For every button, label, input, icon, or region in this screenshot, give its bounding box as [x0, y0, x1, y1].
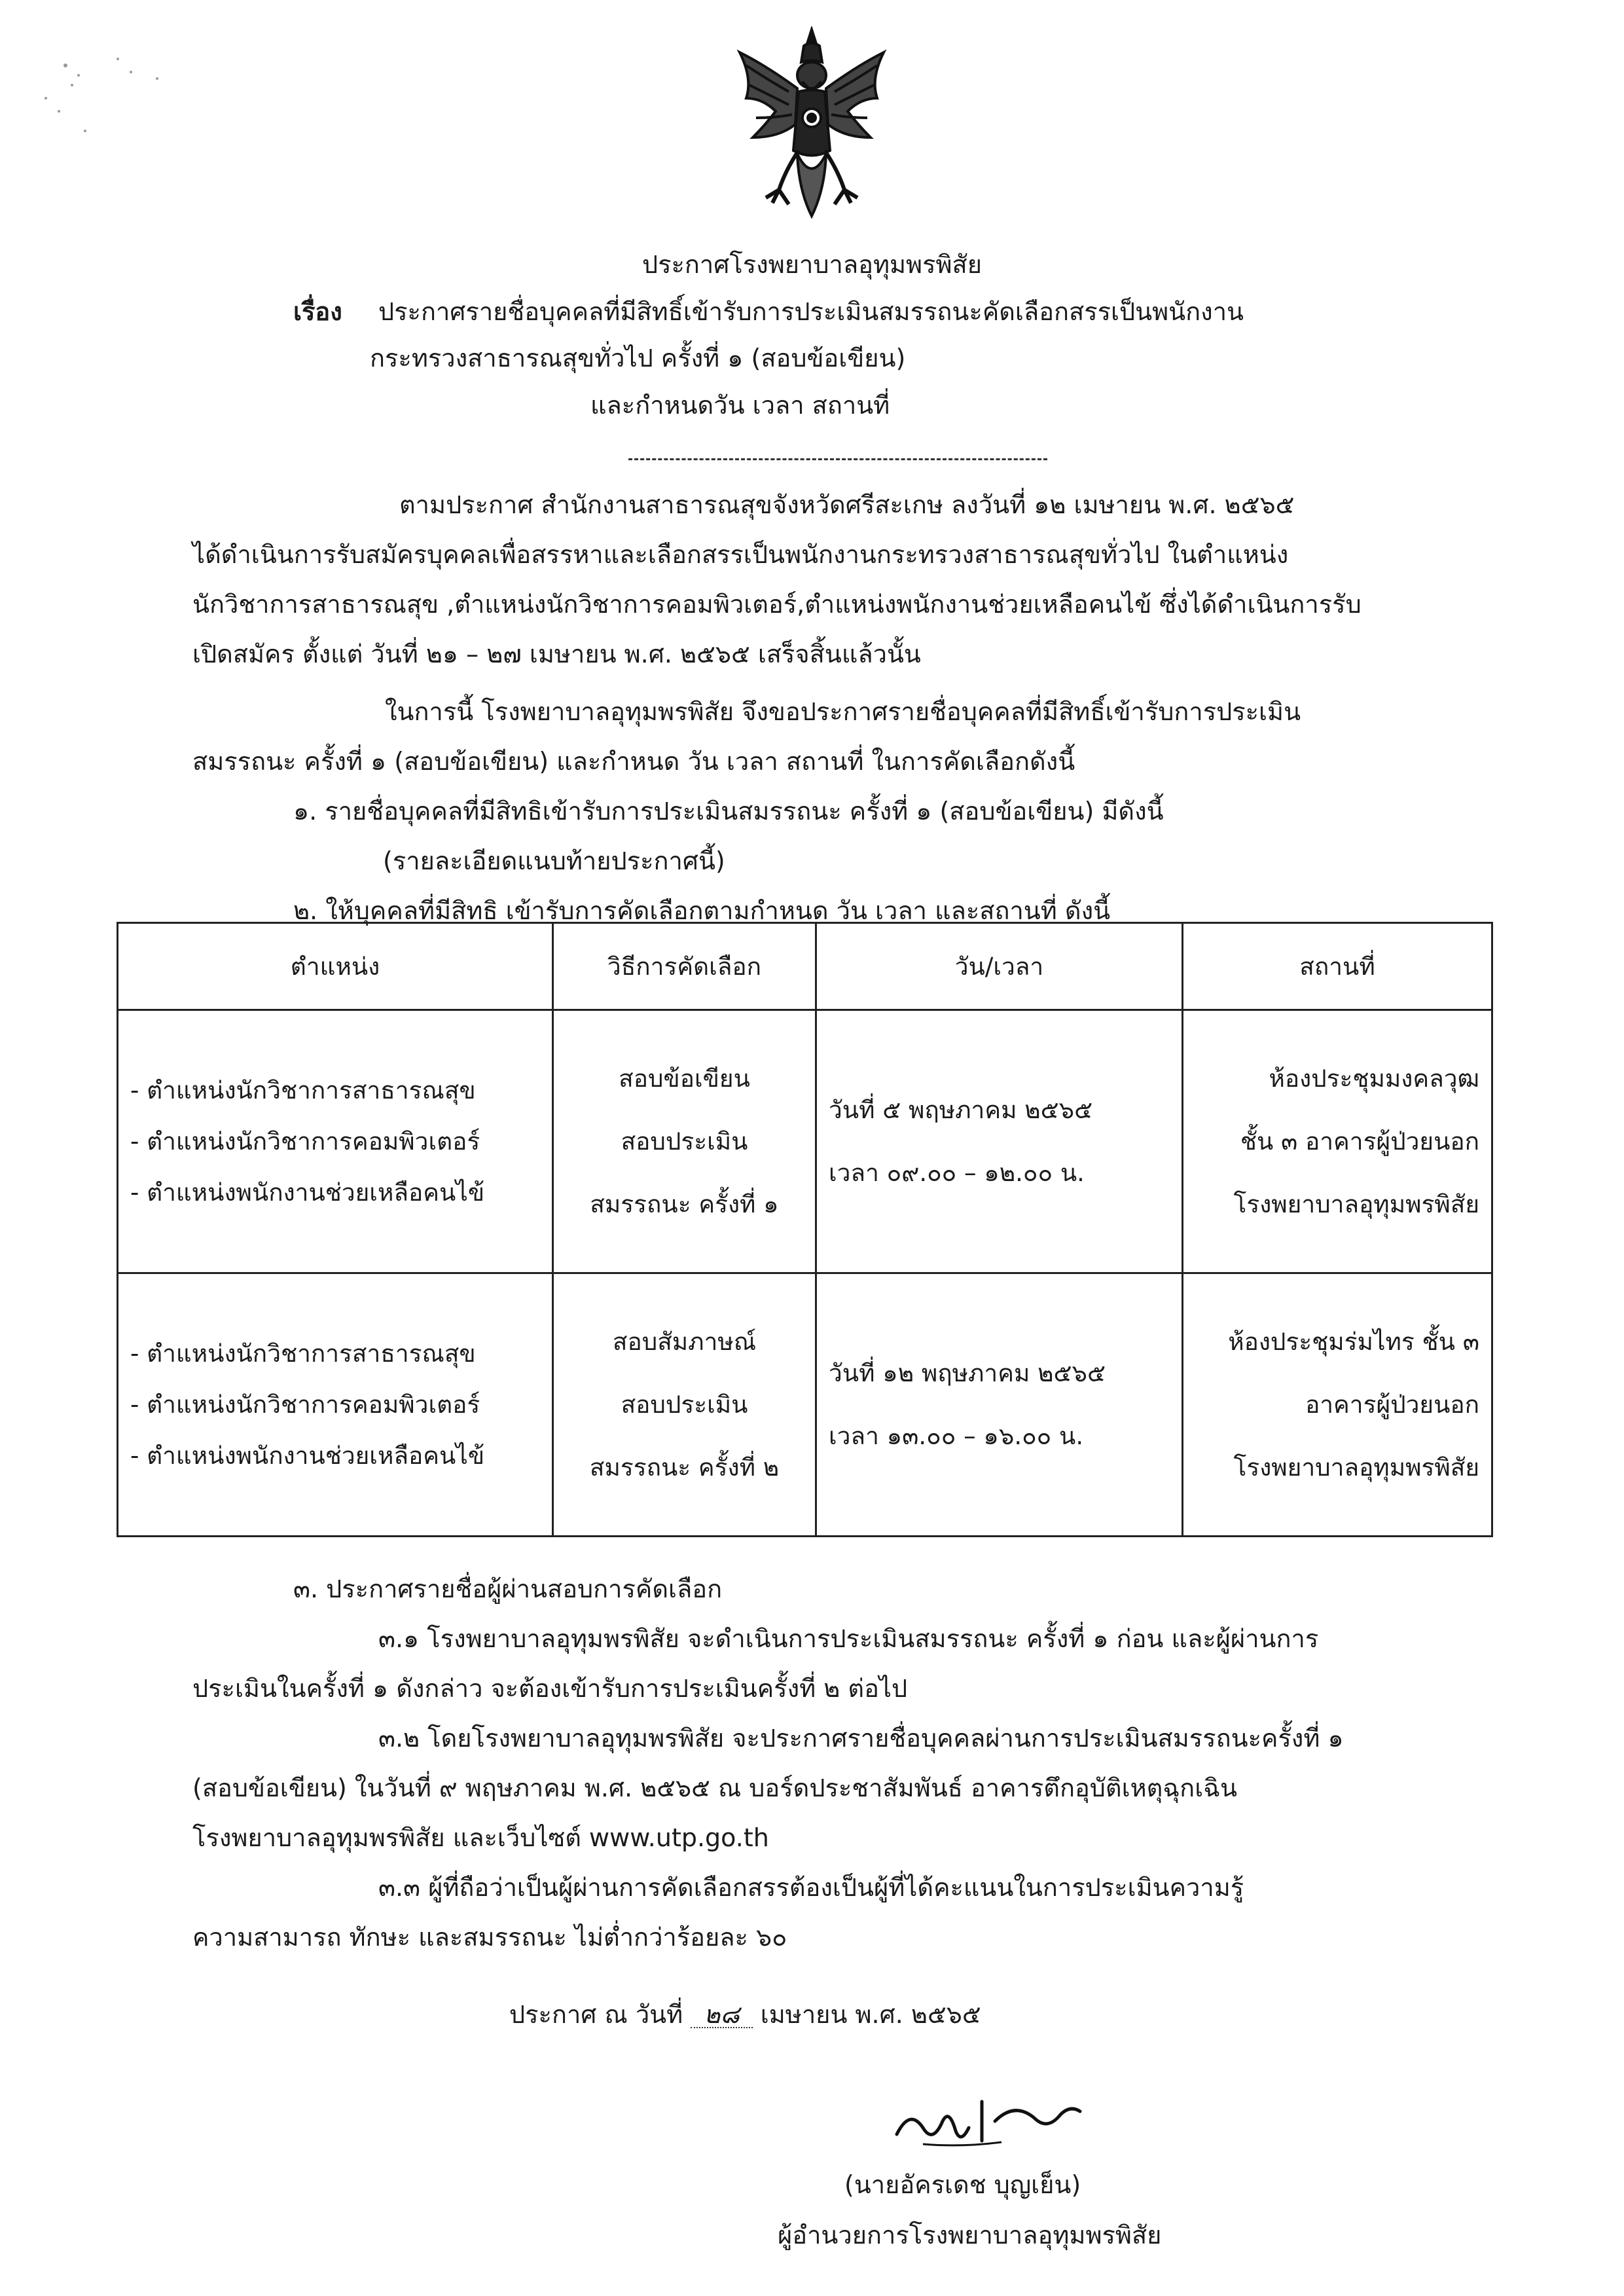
announce-suffix: เมษายน พ.ศ. ๒๕๖๕ — [760, 2000, 981, 2029]
scan-specks — [20, 39, 183, 170]
place-line: โรงพยาบาลอุทุมพรพิสัย — [1233, 1453, 1479, 1482]
org-title: ประกาศโรงพยาบาลอุทุมพรพิสัย — [641, 250, 983, 279]
signer-name: (นายอัครเดช บุญเย็น) — [844, 2170, 1081, 2199]
method-line: สอบสัมภาษณ์ — [612, 1327, 757, 1356]
s31-line-2: ประเมินในครั้งที่ ๑ ดังกล่าว จะต้องเข้ารับการประเมินครั้งที่ ๒ ต่อไป — [192, 1674, 908, 1703]
method-line: สอบประเมิน — [621, 1390, 748, 1419]
p1-line-3: นักวิชาการสาธารณสุข ,ตำแหน่งนักวิชาการคอมพิวเตอร์,ตำแหน่งพนักงานช่วยเหลือคนไข้ ซึ่งได้ดำเนินการรับ — [192, 590, 1362, 619]
section-3-title: ๓. ประกาศรายชื่อผู้ผ่านสอบการคัดเลือก — [293, 1575, 723, 1603]
p1-line-1: ตามประกาศ สำนักงานสาธารณสุขจังหวัดศรีสะเกษ ลงวันที่ ๑๒ เมษายน พ.ศ. ๒๕๖๕ — [399, 490, 1295, 519]
row-2-place — [1183, 1273, 1492, 1537]
s33-line-1: ๓.๓ ผู้ที่ถือว่าเป็นผู้ผ่านการคัดเลือกสรรต้องเป็นผู้ที่ได้คะแนนในการประเมินความรู้ — [378, 1873, 1244, 1902]
garuda-emblem-icon — [727, 26, 897, 223]
subject-line-1: ประกาศรายชื่อบุคคลที่มีสิทธิ์เข้ารับการประเมินสมรรถนะคัดเลือกสรรเป็นพนักงาน — [378, 297, 1244, 326]
method-line: สอบประเมิน — [621, 1127, 748, 1156]
position-item: - ตำแหน่งพนักงานช่วยเหลือคนไข้ — [130, 1178, 485, 1207]
announce-prefix: ประกาศ ณ วันที่ — [509, 2000, 683, 2029]
method-line: สมรรถนะ ครั้งที่ ๑ — [590, 1190, 779, 1218]
header-separator — [628, 458, 1047, 460]
subject-line-2: กระทรวงสาธารณสุขทั่วไป ครั้งที่ ๑ (สอบข้อเขียน) — [370, 344, 906, 373]
s32-line-3: โรงพยาบาลอุทุมพรพิสัย และเว็บไซต์ www.utp.go.th — [192, 1823, 769, 1852]
place-line: อาคารผู้ป่วยนอก — [1305, 1390, 1479, 1419]
date-line: วันที่ ๕ พฤษภาคม ๒๕๖๕ — [829, 1095, 1093, 1124]
row-1-method — [553, 1010, 816, 1273]
header-method: วิธีการคัดเลือก — [553, 923, 816, 1010]
subject-label-text: เรื่อง — [293, 297, 342, 326]
p1-line-4: เปิดสมัคร ตั้งแต่ วันที่ ๒๑ – ๒๗ เมษายน พ.ศ. ๒๕๖๕ เสร็จสิ้นแล้วนั้น — [192, 640, 921, 668]
position-item: - ตำแหน่งนักวิชาการคอมพิวเตอร์ — [130, 1390, 480, 1419]
table-row — [118, 1010, 1492, 1273]
subject-line-3: และกำหนดวัน เวลา สถานที่ — [590, 391, 890, 420]
position-item: - ตำแหน่งนักวิชาการสาธารณสุข — [130, 1076, 476, 1104]
signature-icon — [884, 2082, 1093, 2160]
position-item: - ตำแหน่งนักวิชาการคอมพิวเตอร์ — [130, 1127, 480, 1156]
s32-line-2: (สอบข้อเขียน) ในวันที่ ๙ พฤษภาคม พ.ศ. ๒๕๖๕ ณ บอร์ดประชาสัมพันธ์ อาคารตึกอุบัติเหตุฉุกเฉิน — [192, 1774, 1238, 1802]
s31-line-1: ๓.๑ โรงพยาบาลอุทุมพรพิสัย จะดำเนินการประเมินสมรรถนะ ครั้งที่ ๑ ก่อน และผู้ผ่านการ — [378, 1624, 1319, 1653]
p2-line-1: ในการนี้ โรงพยาบาลอุทุมพรพิสัย จึงขอประกาศรายชื่อบุคคลที่มีสิทธิ์เข้ารับการประเมิน — [385, 697, 1301, 726]
time-line: เวลา ๐๙.๐๐ – ๑๒.๐๐ น. — [829, 1158, 1085, 1187]
schedule-table — [117, 922, 1493, 1537]
announce-day: ๒๘ — [691, 2002, 752, 2028]
header-position: ตำแหน่ง — [118, 923, 553, 1010]
s32-line-1: ๓.๒ โดยโรงพยาบาลอุทุมพรพิสัย จะประกาศรายชื่อบุคคลผ่านการประเมินสมรรถนะครั้งที่ ๑ — [378, 1724, 1344, 1753]
row-2-datetime — [816, 1273, 1183, 1537]
p2-line-2: สมรรถนะ ครั้งที่ ๑ (สอบข้อเขียน) และกำหนด วัน เวลา สถานที่ ในการคัดเลือกดังนี้ — [192, 747, 1075, 776]
s33-line-2: ความสามารถ ทักษะ และสมรรถนะ ไม่ต่ำกว่าร้อยละ ๖๐ — [192, 1923, 787, 1952]
place-line: ห้องประชุมมงคลวุฒ — [1269, 1064, 1479, 1093]
table-header-row — [118, 923, 1492, 1010]
signer-title: ผู้อำนวยการโรงพยาบาลอุทุมพรพิสัย — [778, 2221, 1162, 2250]
row-1-datetime — [816, 1010, 1183, 1273]
position-item: - ตำแหน่งพนักงานช่วยเหลือคนไข้ — [130, 1441, 485, 1470]
place-line: ชั้น ๓ อาคารผู้ป่วยนอก — [1240, 1127, 1479, 1156]
subject-label — [293, 299, 342, 324]
header-place: สถานที่ — [1183, 923, 1492, 1010]
place-line: โรงพยาบาลอุทุมพรพิสัย — [1233, 1190, 1479, 1218]
row-1-place — [1183, 1010, 1492, 1273]
announce-date — [509, 2002, 981, 2028]
time-line: เวลา ๑๓.๐๐ – ๑๖.๐๐ น. — [829, 1421, 1084, 1450]
header-datetime: วัน/เวลา — [816, 923, 1183, 1010]
item-1: ๑. รายชื่อบุคคลที่มีสิทธิเข้ารับการประเมินสมรรถนะ ครั้งที่ ๑ (สอบข้อเขียน) มีดังนี้ — [293, 797, 1164, 826]
p1-line-2: ได้ดำเนินการรับสมัครบุคคลเพื่อสรรหาและเลือกสรรเป็นพนักงานกระทรวงสาธารณสุขทั่วไป ในตำแหน่ง — [192, 540, 1289, 569]
date-line: วันที่ ๑๒ พฤษภาคม ๒๕๖๕ — [829, 1358, 1106, 1387]
row-2-method — [553, 1273, 816, 1537]
method-line: สอบข้อเขียน — [619, 1064, 750, 1093]
row-1-positions — [118, 1010, 553, 1273]
item-2: ๒. ให้บุคคลที่มีสิทธิ เข้ารับการคัดเลือกตามกำหนด วัน เวลา และสถานที่ ดังนี้ — [293, 896, 1111, 925]
method-line: สมรรถนะ ครั้งที่ ๒ — [589, 1453, 780, 1482]
item-1-note: (รายละเอียดแนบท้ายประกาศนี้) — [383, 847, 725, 875]
position-item: - ตำแหน่งนักวิชาการสาธารณสุข — [130, 1339, 476, 1368]
place-line: ห้องประชุมร่มไทร ชั้น ๓ — [1228, 1327, 1479, 1356]
table-row — [118, 1273, 1492, 1537]
row-2-positions — [118, 1273, 553, 1537]
